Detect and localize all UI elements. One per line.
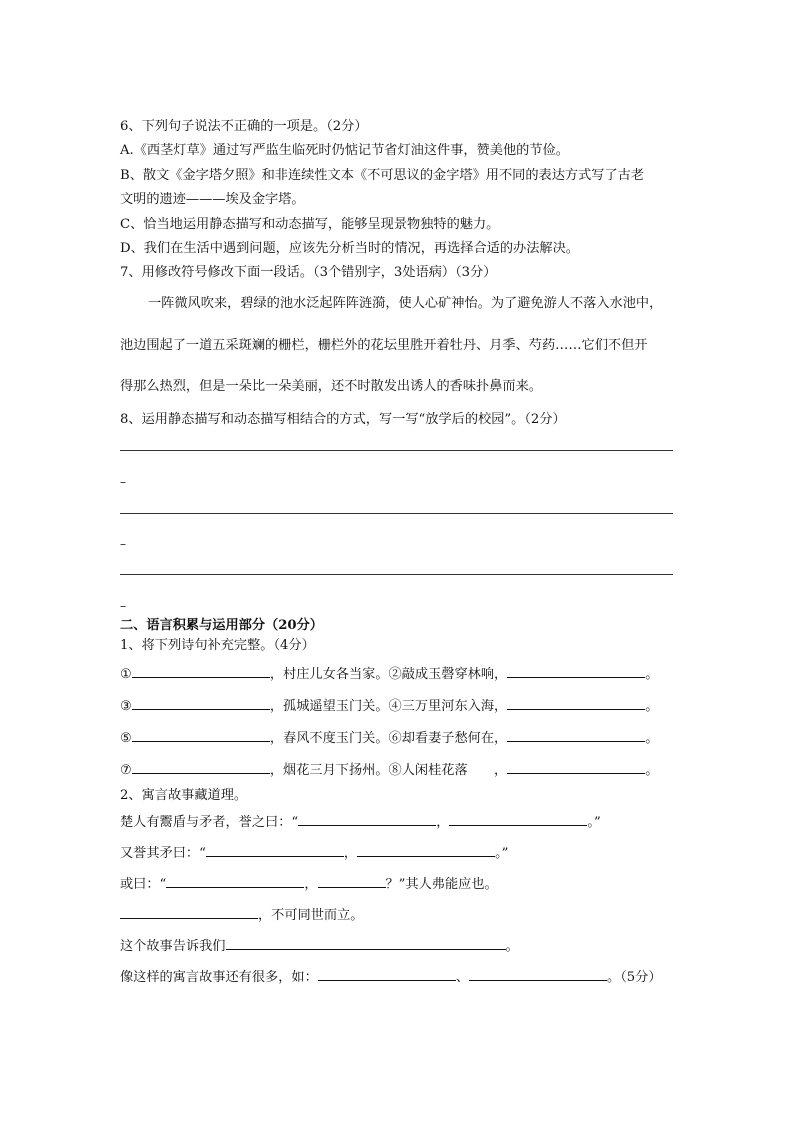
q8-dash-1: – [120,475,126,489]
fable-text-5: 这个故事告诉我们 [120,939,226,954]
fable-text-2b: ， [343,846,358,861]
q8-dash-2: – [120,537,126,551]
poem-circled-3: ③ [120,699,132,714]
poem-blank-1[interactable] [132,664,270,678]
fable-text-1a: 楚人有鬻盾与矛者，誉之曰：“ [120,815,299,830]
fable-text-3a: 或曰：“ [120,877,167,892]
poem-row-1 [120,664,658,684]
fable-blank-5[interactable] [166,874,304,888]
poem-end-2: 。 [645,699,659,714]
poem-text-6: ⑥却看妻子愁何在， [388,731,508,746]
poem-blank-5[interactable] [132,728,270,742]
q7-paragraph-line3: 得那么热烈，但是一朵比一朵美丽，还不时散发出诱人的香味扑鼻而来。 [120,379,542,394]
q6-title: 6、下列句子说法不正确的一项是。（2分） [120,119,368,134]
fable-text-6a: 像这样的寓言故事还有很多，如： [120,970,318,985]
poem-blank-2[interactable] [507,664,645,678]
poem-blank-3[interactable] [132,696,270,710]
q8-answer-line-3[interactable] [120,574,673,575]
q6-option-d: D、我们在生活中遇到问题，应该先分析当时的情况，再选择合适的办法解决。 [120,241,579,256]
q6-option-b-line2: 文明的遗迹———埃及金字塔。 [120,192,305,207]
q8-answer-line-1[interactable] [120,450,673,451]
fable-text-4: ，不可同世而立。 [258,908,364,923]
poem-end-1: 。 [645,667,659,682]
q7-paragraph-line2: 池边围起了一道五采斑斓的栅栏，栅栏外的花坛里胜开着牡丹、月季、芍药……它们不但开 [120,338,648,353]
poem-end-3: 。 [645,731,659,746]
fable-text-3b: ， [304,877,318,892]
fable-blank-6[interactable] [318,874,386,888]
q8-dash-3: – [120,599,126,613]
fable-text-2c: 。” [495,846,509,861]
fable-text-6b: 、 [455,970,469,985]
poem-row-4 [120,760,658,780]
fable-line-1 [120,812,601,832]
fable-line-2 [120,843,508,863]
fable-line-6 [120,967,662,987]
q8-title: 8、运用静态描写和动态描写相结合的方式，写一写“放学后的校园”。（2分） [120,412,566,427]
fable-blank-7[interactable] [120,905,258,919]
fable-text-6c: 。（5分） [607,970,662,985]
fable-text-1c: 。” [587,815,601,830]
fable-blank-8[interactable] [226,936,506,950]
poem-end-4: 。 [645,763,659,778]
poem-blank-8[interactable] [507,760,645,774]
section2-title: 二、语言积累与运用部分（20分） [120,618,323,633]
q2-title: 2、寓言故事藏道理。 [120,788,248,803]
q1-title: 1、将下列诗句补充完整。（4分） [120,638,315,653]
poem-text-2: ②敲成玉磬穿林响， [388,667,508,682]
poem-blank-4[interactable] [507,696,645,710]
fable-text-1b: ， [436,815,450,830]
poem-row-3 [120,728,658,748]
q6-option-b-line1: B、散文《金字塔夕照》和非连续性文本《不可思议的金字塔》用不同的表达方式写了古老 [120,168,644,183]
q8-answer-line-2[interactable] [120,513,673,514]
poem-text-3: ，孤城遥望玉门关。 [269,699,389,714]
poem-blank-7[interactable] [132,760,270,774]
fable-blank-1[interactable] [298,812,436,826]
fable-text-2a: 又誉其矛曰：“ [120,846,206,861]
poem-text-5: ，春风不度玉门关。 [269,731,389,746]
fable-blank-2[interactable] [449,812,587,826]
q7-title: 7、用修改符号修改下面一段话。（3个错别字，3处语病）（3分） [120,265,497,280]
poem-text-8: ⑧人闲桂花落 ， [388,763,508,778]
fable-text-5-end: 。 [505,939,519,954]
fable-line-5 [120,936,519,956]
poem-blank-6[interactable] [507,728,645,742]
poem-text-4: ④三万里河东入海， [388,699,508,714]
fable-text-3c: ？”其人弗能应也。 [385,877,498,892]
fable-line-4 [120,905,364,925]
fable-line-3 [120,874,498,894]
q7-paragraph-line1: 一阵微风吹来，碧绿的池水泛起阵阵涟漪，使人心矿神怡。为了避免游人不落入水池中， [148,296,663,311]
fable-blank-4[interactable] [357,843,495,857]
fable-blank-10[interactable] [469,967,607,981]
poem-circled-5: ⑤ [120,731,132,746]
fable-blank-9[interactable] [318,967,456,981]
poem-circled-1: ① [120,667,132,682]
q6-option-a: A.《西茎灯草》通过写严监生临死时仍惦记节省灯油这件事，赞美他的节俭。 [120,143,569,158]
q6-option-c: C、恰当地运用静态描写和动态描写，能够呈现景物独特的魅力。 [120,217,500,232]
poem-text-7: ，烟花三月下扬州。 [269,763,389,778]
poem-row-2 [120,696,658,716]
poem-text-1: ，村庄儿女各当家。 [269,667,389,682]
fable-blank-3[interactable] [206,843,344,857]
poem-circled-7: ⑦ [120,763,132,778]
